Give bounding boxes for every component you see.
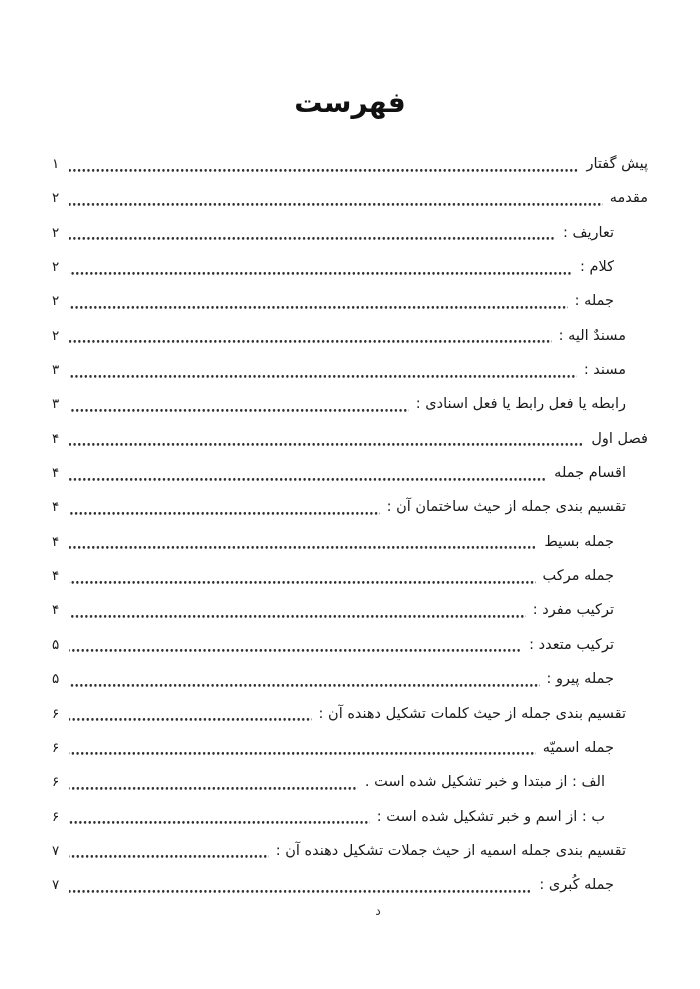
dot-leader	[69, 662, 540, 696]
dot-leader	[69, 765, 358, 799]
toc-entry	[52, 662, 648, 696]
toc-entry-label: الف : از مبتدا و خبر تشکیل شده است .	[364, 774, 605, 791]
toc-entry-label: تعاریف :	[563, 224, 614, 241]
toc-entry	[52, 181, 648, 215]
toc-entry-page-number: ۴	[52, 499, 60, 516]
toc-entry	[52, 387, 648, 421]
dot-leader	[69, 422, 584, 456]
toc-entry-label: مسند :	[583, 362, 626, 379]
dot-leader	[69, 800, 370, 834]
dot-leader	[69, 490, 380, 524]
toc-entry	[52, 525, 648, 559]
toc-entry-label: پیش گفتار	[586, 156, 648, 172]
table-of-contents	[52, 147, 648, 903]
toc-entry-label: کلام :	[579, 259, 614, 276]
dot-leader	[69, 216, 556, 250]
dot-leader	[69, 147, 579, 181]
toc-entry-page-number: ۵	[52, 671, 60, 688]
toc-entry-label: مسندٌ الیه :	[558, 327, 626, 344]
toc-entry-page-number: ۴	[52, 568, 60, 585]
toc-entry-page-number: ۲	[52, 224, 60, 241]
toc-entry-label: جمله :	[574, 293, 614, 310]
toc-entry-page-number: ۷	[52, 842, 60, 859]
dot-leader	[69, 628, 522, 662]
toc-entry-label: ترکیب متعدد :	[529, 636, 614, 653]
toc-entry-page-number: ۶	[52, 739, 60, 756]
toc-entry-label: ب : از اسم و خبر تشکیل شده است :	[376, 808, 605, 825]
toc-entry	[52, 422, 648, 456]
dot-leader	[69, 834, 269, 868]
toc-entry	[52, 559, 648, 593]
dot-leader	[69, 250, 573, 284]
toc-entry-label: ترکیب مفرد :	[532, 602, 614, 619]
dot-leader	[69, 525, 537, 559]
dot-leader	[69, 593, 526, 627]
toc-entry	[52, 250, 648, 284]
toc-entry-page-number: ۶	[52, 808, 60, 825]
toc-entry	[52, 697, 648, 731]
toc-entry	[52, 216, 648, 250]
toc-entry-page-number: ۴	[52, 430, 60, 447]
dot-leader	[69, 387, 409, 421]
toc-entry-page-number: ۲	[52, 293, 60, 310]
toc-entry-page-number: ۶	[52, 705, 60, 722]
page-footer: د	[375, 903, 381, 918]
toc-entry	[52, 353, 648, 387]
toc-entry	[52, 868, 648, 902]
toc-entry-label: رابطه یا فعل رابط یا فعل اسنادی :	[415, 396, 626, 413]
dot-leader	[69, 697, 312, 731]
toc-entry	[52, 319, 648, 353]
toc-entry	[52, 628, 648, 662]
toc-entry-page-number: ۵	[52, 636, 60, 653]
toc-entry-page-number: ۱	[52, 156, 60, 172]
toc-entry-page-number: ۲	[52, 190, 60, 207]
toc-entry-label: جمله بسیط	[544, 533, 614, 550]
toc-entry-label: تقسیم بندی جمله اسمیه از حیث جملات تشکیل دهنده آن :	[275, 842, 626, 859]
toc-entry-label: جمله اسمیّه	[542, 739, 614, 756]
page-title: فهرست	[294, 86, 406, 119]
toc-entry	[52, 284, 648, 318]
toc-entry-label: جمله کُبری :	[539, 877, 614, 894]
dot-leader	[69, 181, 603, 215]
toc-entry	[52, 490, 648, 524]
toc-entry-page-number: ۳	[52, 396, 60, 413]
dot-leader	[69, 456, 547, 490]
toc-entry-page-number: ۲	[52, 259, 60, 276]
toc-entry	[52, 834, 648, 868]
dot-leader	[69, 319, 552, 353]
toc-entry-label: اقسام جمله	[554, 465, 626, 482]
dot-leader	[69, 731, 536, 765]
dot-leader	[69, 868, 532, 902]
toc-entry-page-number: ۷	[52, 877, 60, 894]
toc-entry-label: تقسیم بندی جمله از حیث کلمات تشکیل دهنده آن :	[318, 705, 626, 722]
toc-entry-page-number: ۴	[52, 465, 60, 482]
toc-entry-label: مقدمه	[609, 190, 648, 207]
dot-leader	[69, 353, 577, 387]
dot-leader	[69, 559, 536, 593]
toc-entry	[52, 147, 648, 181]
toc-entry-page-number: ۲	[52, 327, 60, 344]
toc-entry-page-number: ۶	[52, 774, 60, 791]
toc-entry-label: فصل اول	[591, 430, 648, 447]
toc-entry	[52, 765, 648, 799]
dot-leader	[69, 284, 568, 318]
toc-entry	[52, 800, 648, 834]
toc-entry-page-number: ۴	[52, 602, 60, 619]
toc-entry-page-number: ۳	[52, 362, 60, 379]
toc-entry	[52, 593, 648, 627]
toc-entry-label: تقسیم بندی جمله از حیث ساختمان آن :	[386, 499, 626, 516]
toc-entry-label: جمله مرکب	[542, 568, 614, 585]
toc-entry	[52, 731, 648, 765]
toc-entry-label: جمله پیرو :	[546, 671, 614, 688]
toc-entry-page-number: ۴	[52, 533, 60, 550]
toc-entry	[52, 456, 648, 490]
